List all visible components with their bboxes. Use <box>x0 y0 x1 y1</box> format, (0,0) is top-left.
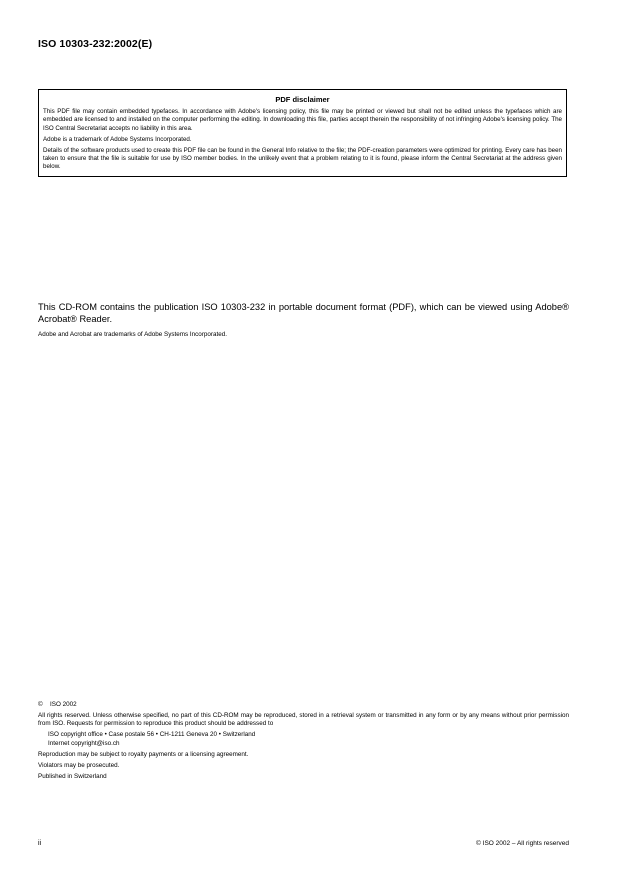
internet-line: Internet copyright@iso.ch <box>48 739 120 747</box>
cd-rom-notice: This CD-ROM contains the publication ISO 10303-232 in portable document format (PDF), which can be viewed using Adobe® Acrobat® Reader. <box>38 302 569 324</box>
disclaimer-paragraph: Adobe is a trademark of Adobe Systems Incorporated. <box>43 135 192 143</box>
copyright-address <box>38 731 569 748</box>
document-id-header: ISO 10303-232:2002(E) <box>38 38 153 50</box>
address-line: ISO copyright office • Case postale 56 • CH-1211 Geneva 20 • Switzerland <box>48 731 256 739</box>
disclaimer-title: PDF disclaimer <box>275 95 330 104</box>
disclaimer-paragraph: This PDF file may contain embedded typefaces. In accordance with Adobe's licensing policy, this file may be printed or viewed but shall not be edited unless the typefaces which are embedded are licensed to and installed on the computer performing the editing. In downloading this file, parties accept therein the responsibility of not infringing Adobe's licensing policy. The ISO Central Secretariat accepts no liability in this area. <box>43 108 562 132</box>
copyright-block <box>38 701 569 784</box>
royalty-statement: Reproduction may be subject to royalty payments or a licensing agreement. <box>38 750 249 758</box>
copyright-symbol: © <box>38 701 43 708</box>
violators-statement: Violators may be prosecuted. <box>38 761 120 769</box>
disclaimer-paragraph: Details of the software products used to create this PDF file can be found in the General Info relative to the file; the PDF-creation parameters were optimized for printing. Every care has been taken to ensure that the file is suitable for use by ISO member bodies. In the unlikely event that a problem relating to it is found, please inform the Central Secretariat at the address given below. <box>43 147 562 171</box>
cd-trademark-note: Adobe and Acrobat are trademarks of Adobe Systems Incorporated. <box>38 331 228 338</box>
copyright-year: ISO 2002 <box>50 701 77 708</box>
pdf-disclaimer-box <box>38 89 567 177</box>
published-statement: Published in Switzerland <box>38 773 107 781</box>
rights-statement: All rights reserved. Unless otherwise specified, no part of this CD-ROM may be reproduced, stored in a retrieval system or transmitted in any form or by any means without prior permission from ISO. Requests for permission to reproduce this product should be addressed to <box>38 712 569 728</box>
footer-copyright: © ISO 2002 – All rights reserved <box>476 840 569 847</box>
copyright-year-line <box>38 701 569 709</box>
page-number: ii <box>38 840 42 847</box>
